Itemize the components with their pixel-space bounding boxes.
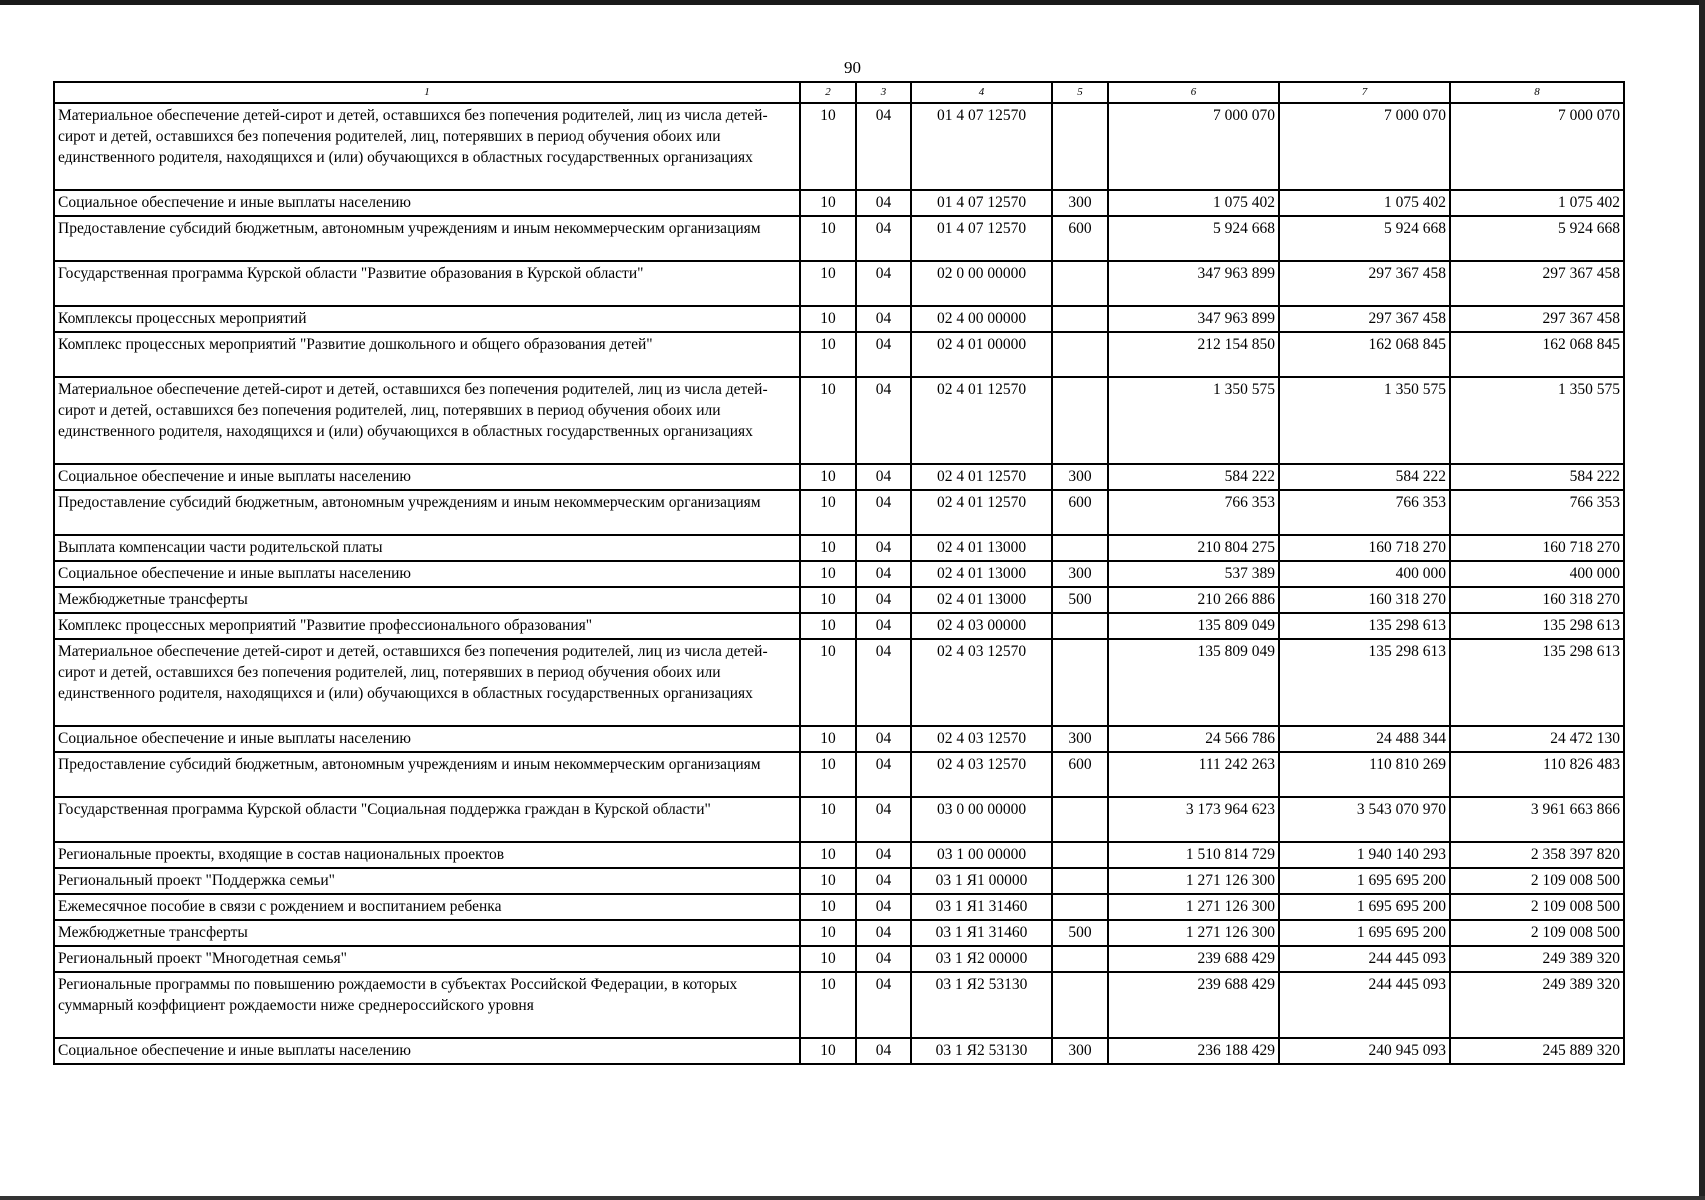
- cell-amount-year-1: 239 688 429: [1108, 972, 1279, 1038]
- cell-section: 10: [800, 752, 856, 797]
- cell-amount-year-1: 135 809 049: [1108, 613, 1279, 639]
- cell-amount-year-3: 135 298 613: [1450, 613, 1624, 639]
- cell-amount-year-3: 110 826 483: [1450, 752, 1624, 797]
- cell-target-article: 02 4 01 13000: [911, 535, 1052, 561]
- header-col-3: 3: [856, 82, 911, 103]
- cell-expense-type: 600: [1052, 490, 1108, 535]
- cell-expense-type: [1052, 842, 1108, 868]
- cell-amount-year-1: 24 566 786: [1108, 726, 1279, 752]
- cell-subsection: 04: [856, 216, 911, 261]
- cell-subsection: 04: [856, 868, 911, 894]
- header-row: [54, 82, 1624, 103]
- cell-target-article: 02 4 01 12570: [911, 377, 1052, 464]
- scan-edge-bottom: [0, 1196, 1705, 1200]
- cell-expense-type: [1052, 377, 1108, 464]
- cell-amount-year-3: 2 109 008 500: [1450, 894, 1624, 920]
- cell-subsection: 04: [856, 377, 911, 464]
- cell-amount-year-2: 1 695 695 200: [1279, 894, 1450, 920]
- cell-section: 10: [800, 726, 856, 752]
- cell-target-article: 03 1 Я1 31460: [911, 894, 1052, 920]
- cell-name: Комплекс процессных мероприятий "Развитие дошкольного и общего образования детей": [54, 332, 800, 377]
- cell-subsection: 04: [856, 639, 911, 726]
- cell-name: Комплексы процессных мероприятий: [54, 306, 800, 332]
- cell-section: 10: [800, 332, 856, 377]
- cell-amount-year-1: 1 075 402: [1108, 190, 1279, 216]
- cell-expense-type: [1052, 797, 1108, 842]
- cell-amount-year-2: 5 924 668: [1279, 216, 1450, 261]
- header-col-4: 4: [911, 82, 1052, 103]
- cell-amount-year-2: 1 350 575: [1279, 377, 1450, 464]
- cell-target-article: 02 4 03 12570: [911, 752, 1052, 797]
- cell-name: Социальное обеспечение и иные выплаты населению: [54, 726, 800, 752]
- cell-amount-year-3: 135 298 613: [1450, 639, 1624, 726]
- cell-subsection: 04: [856, 946, 911, 972]
- cell-amount-year-1: 7 000 070: [1108, 103, 1279, 190]
- cell-amount-year-3: 24 472 130: [1450, 726, 1624, 752]
- table-row: [54, 464, 1624, 490]
- scan-edge-right: [1699, 0, 1705, 1200]
- cell-amount-year-3: 249 389 320: [1450, 972, 1624, 1038]
- cell-amount-year-3: 249 389 320: [1450, 946, 1624, 972]
- page-number: 90: [844, 58, 861, 77]
- cell-name: Социальное обеспечение и иные выплаты населению: [54, 464, 800, 490]
- cell-target-article: 03 1 Я2 53130: [911, 972, 1052, 1038]
- cell-name: Региональные программы по повышению рождаемости в субъектах Российской Федерации, в которых суммарный коэффициент рождаемости ниже среднероссийского уровня: [54, 972, 800, 1038]
- cell-section: 10: [800, 377, 856, 464]
- cell-expense-type: 300: [1052, 726, 1108, 752]
- table-body: [54, 103, 1624, 1064]
- cell-target-article: 02 4 01 00000: [911, 332, 1052, 377]
- cell-amount-year-2: 297 367 458: [1279, 306, 1450, 332]
- cell-amount-year-3: 2 109 008 500: [1450, 920, 1624, 946]
- cell-name: Межбюджетные трансферты: [54, 587, 800, 613]
- cell-section: 10: [800, 868, 856, 894]
- cell-amount-year-1: 347 963 899: [1108, 261, 1279, 306]
- cell-target-article: 03 1 Я1 00000: [911, 868, 1052, 894]
- table-row: [54, 190, 1624, 216]
- cell-target-article: 03 1 Я2 53130: [911, 1038, 1052, 1064]
- cell-amount-year-1: 210 804 275: [1108, 535, 1279, 561]
- table-row: [54, 587, 1624, 613]
- cell-amount-year-2: 160 318 270: [1279, 587, 1450, 613]
- cell-subsection: 04: [856, 1038, 911, 1064]
- cell-amount-year-1: 135 809 049: [1108, 639, 1279, 726]
- cell-section: 10: [800, 103, 856, 190]
- cell-section: 10: [800, 639, 856, 726]
- cell-name: Комплекс процессных мероприятий "Развитие профессионального образования": [54, 613, 800, 639]
- cell-subsection: 04: [856, 103, 911, 190]
- cell-section: 10: [800, 894, 856, 920]
- cell-amount-year-1: 212 154 850: [1108, 332, 1279, 377]
- cell-name: Межбюджетные трансферты: [54, 920, 800, 946]
- cell-subsection: 04: [856, 490, 911, 535]
- cell-amount-year-2: 297 367 458: [1279, 261, 1450, 306]
- header-col-5: 5: [1052, 82, 1108, 103]
- cell-amount-year-3: 400 000: [1450, 561, 1624, 587]
- cell-amount-year-2: 160 718 270: [1279, 535, 1450, 561]
- scan-edge-top: [0, 0, 1705, 5]
- cell-section: 10: [800, 216, 856, 261]
- cell-name: Выплата компенсации части родительской платы: [54, 535, 800, 561]
- cell-section: 10: [800, 842, 856, 868]
- cell-amount-year-1: 210 266 886: [1108, 587, 1279, 613]
- cell-subsection: 04: [856, 332, 911, 377]
- cell-amount-year-2: 400 000: [1279, 561, 1450, 587]
- table-row: [54, 306, 1624, 332]
- cell-amount-year-2: 244 445 093: [1279, 972, 1450, 1038]
- cell-amount-year-1: 347 963 899: [1108, 306, 1279, 332]
- cell-target-article: 02 4 01 13000: [911, 561, 1052, 587]
- cell-name: Предоставление субсидий бюджетным, автономным учреждениям и иным некоммерческим организациям: [54, 216, 800, 261]
- cell-section: 10: [800, 587, 856, 613]
- cell-target-article: 03 1 Я2 00000: [911, 946, 1052, 972]
- cell-target-article: 02 4 03 00000: [911, 613, 1052, 639]
- cell-subsection: 04: [856, 797, 911, 842]
- table-row: [54, 894, 1624, 920]
- cell-amount-year-3: 245 889 320: [1450, 1038, 1624, 1064]
- cell-amount-year-3: 297 367 458: [1450, 306, 1624, 332]
- cell-expense-type: [1052, 103, 1108, 190]
- cell-expense-type: 600: [1052, 216, 1108, 261]
- cell-section: 10: [800, 946, 856, 972]
- cell-subsection: 04: [856, 613, 911, 639]
- cell-section: 10: [800, 1038, 856, 1064]
- table-row: [54, 490, 1624, 535]
- cell-subsection: 04: [856, 535, 911, 561]
- cell-expense-type: 500: [1052, 587, 1108, 613]
- cell-name: Государственная программа Курской области "Развитие образования в Курской области": [54, 261, 800, 306]
- cell-name: Региональный проект "Поддержка семьи": [54, 868, 800, 894]
- cell-subsection: 04: [856, 726, 911, 752]
- cell-amount-year-3: 1 350 575: [1450, 377, 1624, 464]
- table-row: [54, 842, 1624, 868]
- cell-name: Социальное обеспечение и иные выплаты населению: [54, 1038, 800, 1064]
- cell-expense-type: 300: [1052, 561, 1108, 587]
- cell-expense-type: 500: [1052, 920, 1108, 946]
- cell-expense-type: [1052, 868, 1108, 894]
- header-col-6: 6: [1108, 82, 1279, 103]
- cell-subsection: 04: [856, 261, 911, 306]
- cell-subsection: 04: [856, 920, 911, 946]
- cell-amount-year-3: 2 109 008 500: [1450, 868, 1624, 894]
- cell-name: Предоставление субсидий бюджетным, автономным учреждениям и иным некоммерческим организациям: [54, 490, 800, 535]
- cell-amount-year-1: 1 271 126 300: [1108, 868, 1279, 894]
- cell-amount-year-2: 1 695 695 200: [1279, 920, 1450, 946]
- cell-target-article: 01 4 07 12570: [911, 190, 1052, 216]
- cell-subsection: 04: [856, 972, 911, 1038]
- cell-target-article: 02 0 00 00000: [911, 261, 1052, 306]
- cell-amount-year-3: 3 961 663 866: [1450, 797, 1624, 842]
- cell-section: 10: [800, 535, 856, 561]
- cell-expense-type: [1052, 306, 1108, 332]
- cell-amount-year-1: 3 173 964 623: [1108, 797, 1279, 842]
- cell-expense-type: [1052, 972, 1108, 1038]
- table-row: [54, 332, 1624, 377]
- cell-amount-year-1: 766 353: [1108, 490, 1279, 535]
- cell-subsection: 04: [856, 752, 911, 797]
- table-row: [54, 535, 1624, 561]
- cell-amount-year-2: 110 810 269: [1279, 752, 1450, 797]
- cell-amount-year-2: 1 940 140 293: [1279, 842, 1450, 868]
- cell-section: 10: [800, 261, 856, 306]
- cell-amount-year-2: 24 488 344: [1279, 726, 1450, 752]
- cell-amount-year-2: 584 222: [1279, 464, 1450, 490]
- cell-amount-year-2: 240 945 093: [1279, 1038, 1450, 1064]
- cell-target-article: 01 4 07 12570: [911, 103, 1052, 190]
- cell-section: 10: [800, 306, 856, 332]
- cell-expense-type: [1052, 613, 1108, 639]
- table-row: [54, 726, 1624, 752]
- cell-target-article: 02 4 01 13000: [911, 587, 1052, 613]
- cell-section: 10: [800, 920, 856, 946]
- header-col-7: 7: [1279, 82, 1450, 103]
- cell-subsection: 04: [856, 842, 911, 868]
- cell-target-article: 02 4 01 12570: [911, 464, 1052, 490]
- cell-amount-year-3: 1 075 402: [1450, 190, 1624, 216]
- budget-table: [53, 81, 1625, 1065]
- cell-subsection: 04: [856, 561, 911, 587]
- cell-amount-year-3: 7 000 070: [1450, 103, 1624, 190]
- cell-name: Региональные проекты, входящие в состав национальных проектов: [54, 842, 800, 868]
- cell-amount-year-3: 5 924 668: [1450, 216, 1624, 261]
- cell-subsection: 04: [856, 190, 911, 216]
- cell-section: 10: [800, 561, 856, 587]
- cell-amount-year-2: 244 445 093: [1279, 946, 1450, 972]
- cell-amount-year-1: 1 510 814 729: [1108, 842, 1279, 868]
- cell-subsection: 04: [856, 894, 911, 920]
- cell-amount-year-3: 160 318 270: [1450, 587, 1624, 613]
- cell-amount-year-1: 5 924 668: [1108, 216, 1279, 261]
- cell-subsection: 04: [856, 464, 911, 490]
- cell-amount-year-2: 1 075 402: [1279, 190, 1450, 216]
- cell-expense-type: [1052, 332, 1108, 377]
- header-col-8: 8: [1450, 82, 1624, 103]
- cell-amount-year-2: 7 000 070: [1279, 103, 1450, 190]
- cell-amount-year-3: 297 367 458: [1450, 261, 1624, 306]
- table-row: [54, 920, 1624, 946]
- cell-name: Региональный проект "Многодетная семья": [54, 946, 800, 972]
- table-row: [54, 797, 1624, 842]
- cell-amount-year-1: 236 188 429: [1108, 1038, 1279, 1064]
- cell-amount-year-3: 162 068 845: [1450, 332, 1624, 377]
- cell-target-article: 03 1 00 00000: [911, 842, 1052, 868]
- cell-name: Предоставление субсидий бюджетным, автономным учреждениям и иным некоммерческим организациям: [54, 752, 800, 797]
- cell-section: 10: [800, 190, 856, 216]
- cell-amount-year-1: 584 222: [1108, 464, 1279, 490]
- cell-target-article: 03 0 00 00000: [911, 797, 1052, 842]
- cell-target-article: 02 4 03 12570: [911, 639, 1052, 726]
- cell-amount-year-2: 3 543 070 970: [1279, 797, 1450, 842]
- cell-target-article: 02 4 03 12570: [911, 726, 1052, 752]
- cell-expense-type: 300: [1052, 190, 1108, 216]
- cell-name: Ежемесячное пособие в связи с рождением и воспитанием ребенка: [54, 894, 800, 920]
- cell-name: Материальное обеспечение детей-сирот и детей, оставшихся без попечения родителей, лиц из числа детей-сирот и детей, оставшихся без попечения родителей, лиц, потерявших в период обучения обоих или единственного родителя, находящихся и (или) обучающихся в областных государственных организациях: [54, 639, 800, 726]
- cell-target-article: 02 4 01 12570: [911, 490, 1052, 535]
- cell-expense-type: [1052, 261, 1108, 306]
- cell-name: Социальное обеспечение и иные выплаты населению: [54, 190, 800, 216]
- cell-expense-type: [1052, 639, 1108, 726]
- table-row: [54, 1038, 1624, 1064]
- cell-target-article: 01 4 07 12570: [911, 216, 1052, 261]
- cell-amount-year-1: 1 350 575: [1108, 377, 1279, 464]
- table-row: [54, 216, 1624, 261]
- table-row: [54, 561, 1624, 587]
- cell-name: Материальное обеспечение детей-сирот и детей, оставшихся без попечения родителей, лиц из числа детей-сирот и детей, оставшихся без попечения родителей, лиц, потерявших в период обучения обоих или единственного родителя, находящихся и (или) обучающихся в областных государственных организациях: [54, 103, 800, 190]
- cell-expense-type: 600: [1052, 752, 1108, 797]
- cell-amount-year-2: 135 298 613: [1279, 613, 1450, 639]
- table-row: [54, 752, 1624, 797]
- cell-amount-year-2: 766 353: [1279, 490, 1450, 535]
- cell-amount-year-1: 1 271 126 300: [1108, 920, 1279, 946]
- cell-expense-type: [1052, 894, 1108, 920]
- table-row: [54, 103, 1624, 190]
- cell-amount-year-1: 111 242 263: [1108, 752, 1279, 797]
- cell-amount-year-3: 2 358 397 820: [1450, 842, 1624, 868]
- cell-name: Социальное обеспечение и иные выплаты населению: [54, 561, 800, 587]
- table-row: [54, 639, 1624, 726]
- table-row: [54, 613, 1624, 639]
- cell-expense-type: 300: [1052, 1038, 1108, 1064]
- cell-expense-type: [1052, 946, 1108, 972]
- table-row: [54, 868, 1624, 894]
- cell-amount-year-2: 135 298 613: [1279, 639, 1450, 726]
- cell-amount-year-1: 537 389: [1108, 561, 1279, 587]
- header-col-2: 2: [800, 82, 856, 103]
- cell-amount-year-2: 1 695 695 200: [1279, 868, 1450, 894]
- table-row: [54, 946, 1624, 972]
- table-row: [54, 377, 1624, 464]
- table-row: [54, 261, 1624, 306]
- cell-amount-year-1: 1 271 126 300: [1108, 894, 1279, 920]
- cell-expense-type: 300: [1052, 464, 1108, 490]
- cell-amount-year-1: 239 688 429: [1108, 946, 1279, 972]
- cell-section: 10: [800, 464, 856, 490]
- cell-name: Государственная программа Курской области "Социальная поддержка граждан в Курской области": [54, 797, 800, 842]
- cell-amount-year-3: 766 353: [1450, 490, 1624, 535]
- cell-target-article: 02 4 00 00000: [911, 306, 1052, 332]
- table-row: [54, 972, 1624, 1038]
- cell-target-article: 03 1 Я1 31460: [911, 920, 1052, 946]
- cell-amount-year-3: 584 222: [1450, 464, 1624, 490]
- cell-section: 10: [800, 490, 856, 535]
- cell-name: Материальное обеспечение детей-сирот и детей, оставшихся без попечения родителей, лиц из числа детей-сирот и детей, оставшихся без попечения родителей, лиц, потерявших в период обучения обоих или единственного родителя, находящихся и (или) обучающихся в областных государственных организациях: [54, 377, 800, 464]
- cell-amount-year-2: 162 068 845: [1279, 332, 1450, 377]
- cell-expense-type: [1052, 535, 1108, 561]
- cell-section: 10: [800, 613, 856, 639]
- cell-amount-year-3: 160 718 270: [1450, 535, 1624, 561]
- cell-subsection: 04: [856, 587, 911, 613]
- cell-subsection: 04: [856, 306, 911, 332]
- cell-section: 10: [800, 797, 856, 842]
- cell-section: 10: [800, 972, 856, 1038]
- header-col-1: 1: [54, 82, 800, 103]
